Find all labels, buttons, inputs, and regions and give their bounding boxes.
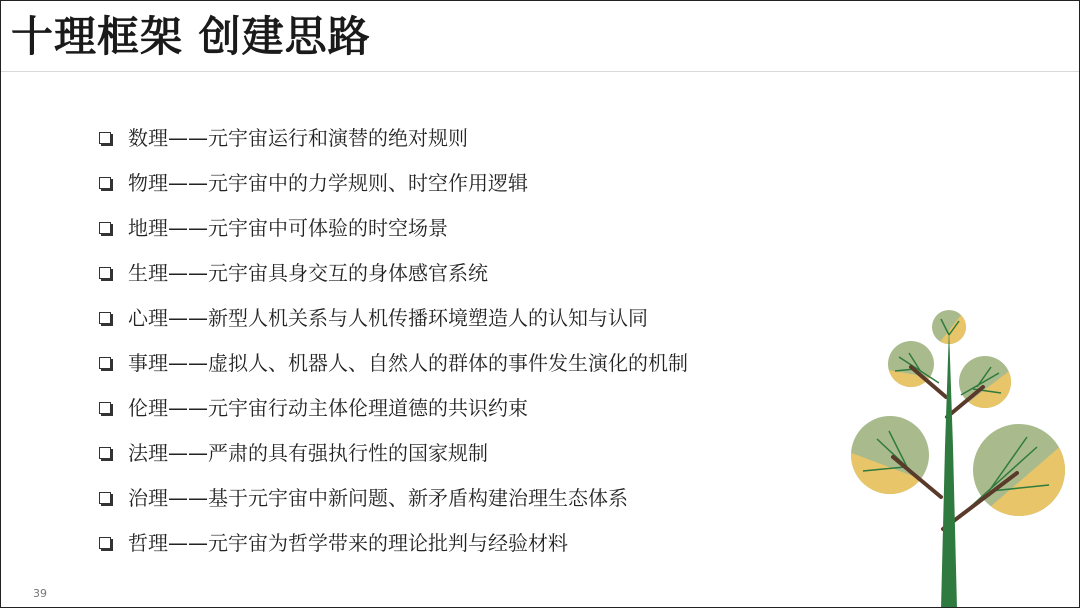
- checkbox-bullet-icon: [99, 447, 111, 459]
- tree-trunk: [941, 329, 957, 608]
- bullet-text: 法理——严肃的具有强执行性的国家规制: [128, 440, 488, 465]
- bullet-text: 哲理——元宇宙为哲学带来的理论批判与经验材料: [128, 530, 568, 555]
- checkbox-bullet-icon: [99, 177, 111, 189]
- bullet-text: 事理——虚拟人、机器人、自然人的群体的事件发生演化的机制: [128, 350, 688, 375]
- bullet-item: [99, 295, 688, 340]
- checkbox-bullet-icon: [99, 132, 111, 144]
- checkbox-bullet-icon: [99, 492, 111, 504]
- bullet-text: 生理——元宇宙具身交互的身体感官系统: [128, 260, 488, 285]
- bullet-text: 心理——新型人机关系与人机传播环境塑造人的认知与认同: [128, 305, 648, 330]
- bullet-item: [99, 250, 688, 295]
- bullet-item: [99, 520, 688, 565]
- bullet-item: [99, 205, 688, 250]
- bullet-item: [99, 115, 688, 160]
- checkbox-bullet-icon: [99, 537, 111, 549]
- checkbox-bullet-icon: [99, 357, 111, 369]
- bullet-item: [99, 160, 688, 205]
- checkbox-bullet-icon: [99, 222, 111, 234]
- page-number: 39: [33, 587, 47, 600]
- bullet-item: [99, 340, 688, 385]
- bullet-list: [99, 115, 688, 565]
- leaf-lower-right-icon: [967, 424, 1071, 527]
- bullet-text: 数理——元宇宙运行和演替的绝对规则: [128, 125, 468, 150]
- bullet-item: [99, 475, 688, 520]
- bullet-text: 伦理——元宇宙行动主体伦理道德的共识约束: [128, 395, 528, 420]
- stylized-tree-icon: [849, 307, 1079, 608]
- bullet-text: 物理——元宇宙中的力学规则、时空作用逻辑: [128, 170, 528, 195]
- bullet-text: 地理——元宇宙中可体验的时空场景: [128, 215, 448, 240]
- title-divider: [1, 71, 1079, 72]
- slide-title: 十理框架 创建思路: [11, 12, 371, 61]
- bullet-text: 治理——基于元宇宙中新问题、新矛盾构建治理生态体系: [128, 485, 628, 510]
- checkbox-bullet-icon: [99, 312, 111, 324]
- bullet-item: [99, 385, 688, 430]
- checkbox-bullet-icon: [99, 267, 111, 279]
- bullet-item: [99, 430, 688, 475]
- leaf-top-icon: [932, 307, 979, 352]
- checkbox-bullet-icon: [99, 402, 111, 414]
